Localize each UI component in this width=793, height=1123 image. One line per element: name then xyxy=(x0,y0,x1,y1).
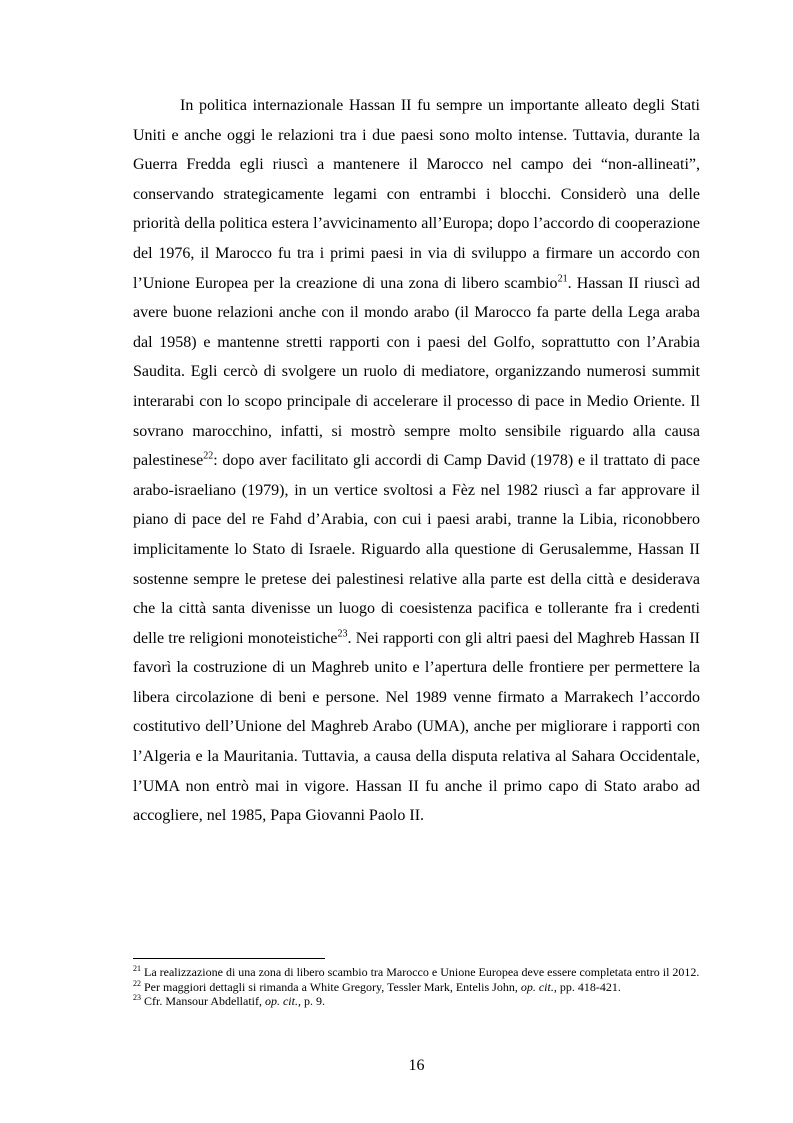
footnote-number: 23 xyxy=(133,993,141,1002)
footnote-ref-21[interactable]: 21 xyxy=(557,273,568,285)
footnote-ref-22[interactable]: 22 xyxy=(203,450,214,462)
body-text-part-4: . Nei rapporti con gli altri paesi del Maghreb Hassan II favorì la costruzione di un Maghreb unito e l’apertura delle frontiere per permettere la libera circolazione di beni e persone. Nel 1989 venne firmato a Marrakech l’accordo costitutivo dell’Unione del Maghreb Arabo (UMA), anche per migliorare i rapporti con l’Algeria e la Mauritania. Tuttavia, a causa della disputa relativa al Sahara Occidentale, l’UMA non entrò mai in vigore. Hassan II fu anche il primo capo di Stato arabo ad accogliere, nel 1985, Papa Giovanni Paolo II. xyxy=(133,629,700,825)
body-text-part-2: . Hassan II riuscì ad avere buone relazioni anche con il mondo arabo (il Marocco fa parte della Lega araba dal 1958) e mantenne stretti rapporti con i paesi del Golfo, soprattutto con l’Arabia Saudita. Egli cercò di svolgere un ruolo di mediatore, organizzando numerosi summit interarabi con lo scopo principale di accelerare il processo di pace in Medio Oriente. Il sovrano marocchino, infatti, si mostrò sempre molto sensibile riguardo alla causa palestinese xyxy=(133,274,700,470)
footnote-text-end: , pp. 418-421. xyxy=(553,979,621,994)
footnote-number: 21 xyxy=(133,964,141,973)
footnote-ref-23[interactable]: 23 xyxy=(337,628,348,640)
body-text-part-1: In politica internazionale Hassan II fu sempre un importante alleato degli Stati Uniti e anche oggi le relazioni tra i due paesi sono molto intense. Tuttavia, durante la Guerra Fredda egli riuscì a mantenere il Marocco nel campo dei “non-allineati”, conservando strategicamente legami con entrambi i blocchi. Considerò una delle priorità della politica estera l’avvicinamento all’Europa; dopo l’accordo di cooperazione del 1976, il Marocco fu tra i primi paesi in via di sviluppo a firmare un accordo con l’Unione Europea per la creazione di una zona di libero scambio xyxy=(133,97,700,292)
footnote-22 xyxy=(133,980,700,995)
footnote-citation-italic: op. cit. xyxy=(520,979,554,994)
footnote-separator xyxy=(133,958,325,959)
footnote-text: Per maggiori dettagli si rimanda a White Gregory, Tessler Mark, Entelis John, xyxy=(141,979,521,994)
footnote-citation-italic: op. cit. xyxy=(264,994,298,1008)
footnote-number: 22 xyxy=(133,978,141,988)
footnote-23 xyxy=(133,994,700,1009)
footnotes xyxy=(133,965,700,1009)
body-text-part-3: : dopo aver facilitato gli accordi di Camp David (1978) e il trattato di pace arabo-israeliano (1979), in un vertice svoltosi a Fèz nel 1982 riuscì a far approvare il piano di pace del re Fahd d’Arabia, con cui i paesi arabi, tranne la Libia, riconobbero implicitamente lo Stato di Israele. Riguardo alla questione di Gerusalemme, Hassan II sostenne sempre le pretese dei palestinesi relative alla parte est della città e desiderava che la città santa divenisse un luogo di coesistenza pacifica e tollerante fra i credenti delle tre religioni monoteistiche xyxy=(133,452,700,647)
footnote-text: La realizzazione di una zona di libero scambio tra Marocco e Unione Europea deve essere completata entro il 2012. xyxy=(141,965,700,979)
footnote-text: Cfr. Mansour Abdellatif, xyxy=(141,994,265,1008)
body-paragraph xyxy=(133,91,700,831)
footnote-21 xyxy=(133,965,700,980)
page-number: 16 xyxy=(408,1057,425,1074)
footnote-text-end: , p. 9. xyxy=(297,994,325,1008)
